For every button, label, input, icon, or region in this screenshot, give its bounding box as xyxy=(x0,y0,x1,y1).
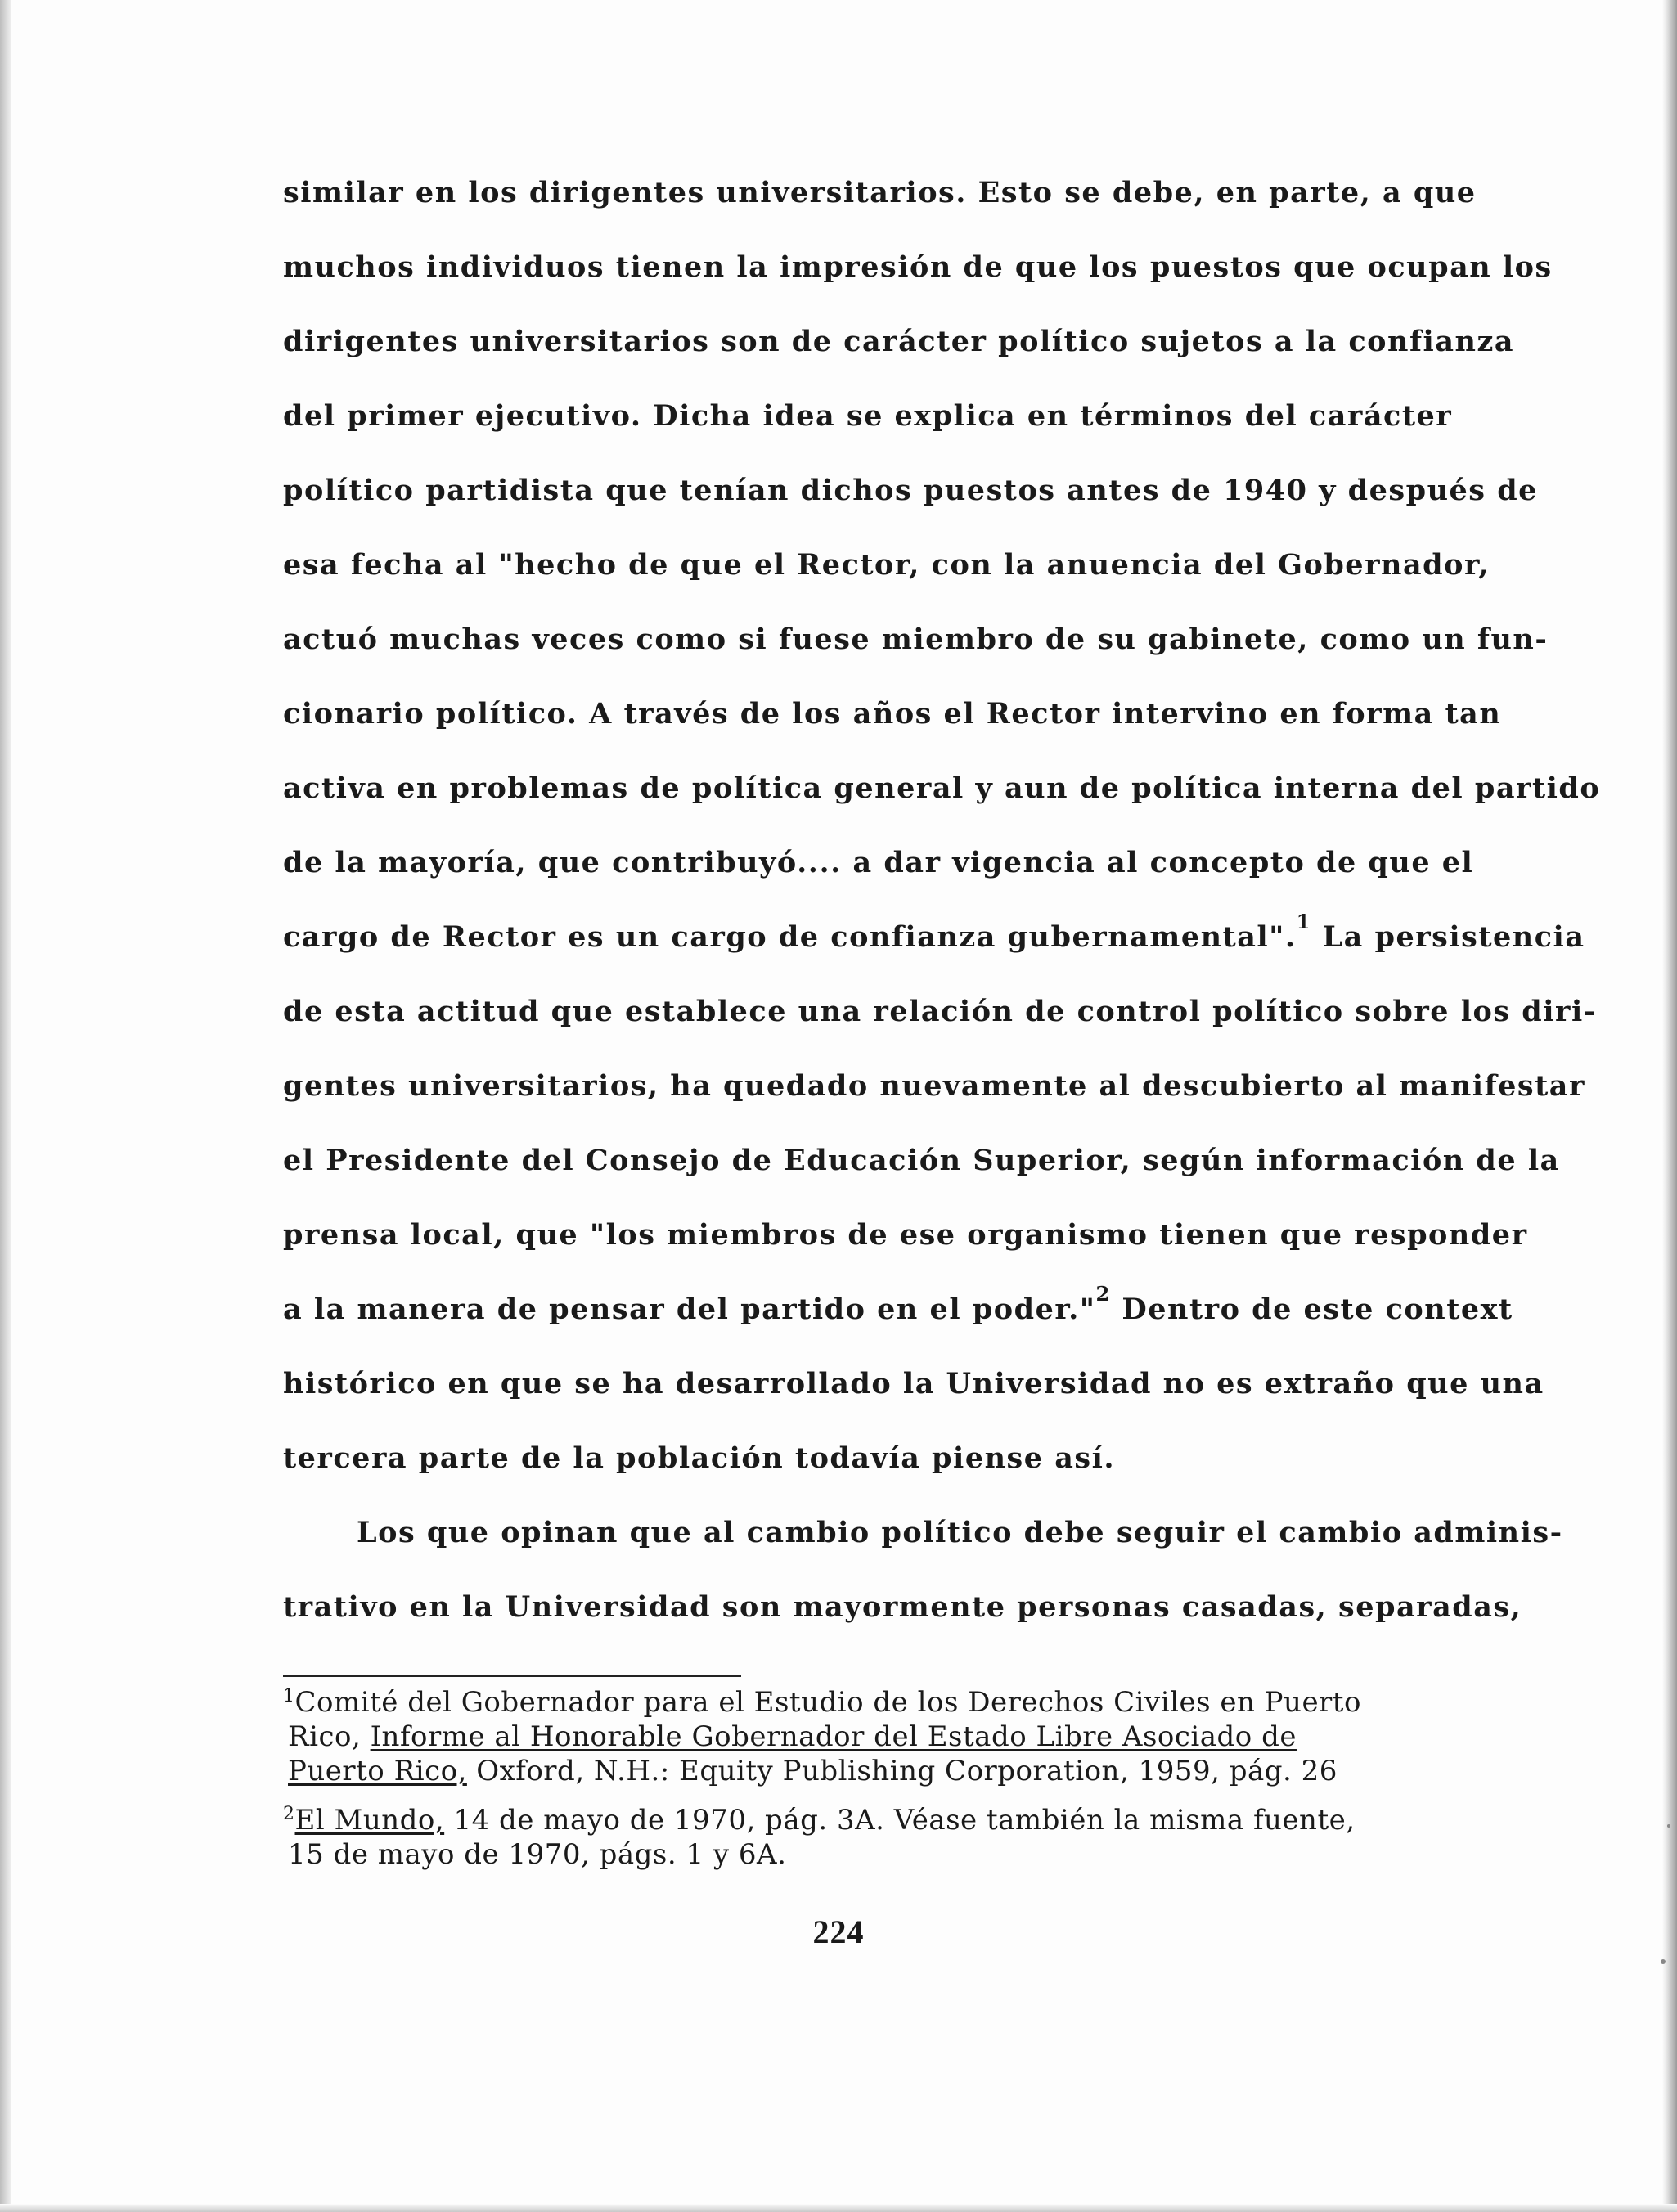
footnote-text: 14 de mayo de 1970, pág. 3A. Véase también la misma fuente, xyxy=(444,1804,1356,1837)
text-line: prensa local, que "los miembros de ese organismo tienen que responder xyxy=(283,1218,1528,1252)
text-line: esa fecha al "hecho de que el Rector, con la anuencia del Gobernador, xyxy=(283,548,1490,582)
footnote-text: Comité del Gobernador para el Estudio de los Derechos Civiles en Puerto xyxy=(294,1686,1361,1719)
text-line: trativo en la Universidad son mayormente personas casadas, separadas, xyxy=(283,1590,1522,1624)
footnote-line: 15 de mayo de 1970, págs. 1 y 6A. xyxy=(288,1838,787,1871)
footnote-title: El Mundo, xyxy=(294,1804,445,1837)
text-line: activa en problemas de política general y aun de política interna del partido xyxy=(283,771,1601,805)
text-line: de la mayoría, que contribuyó.... a dar vigencia al concepto de que el xyxy=(283,846,1474,879)
scan-speck xyxy=(1667,1824,1670,1828)
footnote-line xyxy=(283,1754,1576,1788)
text-line: histórico en que se ha desarrollado la Universidad no es extraño que una xyxy=(283,1367,1544,1400)
text-line: del primer ejecutivo. Dicha idea se explica en términos del carácter xyxy=(283,399,1453,433)
scan-edge-right xyxy=(1662,0,1677,2212)
text-line: gentes universitarios, ha quedado nuevamente al descubierto al manifestar xyxy=(283,1069,1585,1103)
page-number: 224 xyxy=(812,1913,865,1950)
text-segment: Dentro de este context xyxy=(1110,1293,1513,1326)
footnote-marker: 1 xyxy=(283,1686,295,1706)
footnote-text: Oxford, N.H.: Equity Publishing Corporation, 1959, pág. 26 xyxy=(466,1755,1338,1787)
footnote-2 xyxy=(283,1803,1576,1872)
paragraph-start-line: Los que opinan que al cambio político debe seguir el cambio adminis- xyxy=(357,1516,1563,1549)
text-line: dirigentes universitarios son de carácter político sujetos a la confianza xyxy=(283,325,1515,358)
text-line: el Presidente del Consejo de Educación Superior, según información de la xyxy=(283,1144,1560,1177)
footnote-marker: 2 xyxy=(283,1804,295,1824)
footnote-divider xyxy=(283,1675,741,1677)
footnote-line xyxy=(283,1720,1576,1754)
scan-edge-bottom xyxy=(0,2204,1677,2212)
text-line: cionario político. A través de los años el Rector intervino en forma tan xyxy=(283,697,1502,731)
footnote-title: Informe al Honorable Gobernador del Estado Libre Asociado de xyxy=(370,1720,1297,1753)
text-segment: La persistencia xyxy=(1311,920,1585,954)
footnote-ref-1: 1 xyxy=(1296,910,1311,933)
scan-speck xyxy=(1661,1959,1666,1964)
text-line: muchos individuos tienen la impresión de que los puestos que ocupan los xyxy=(283,250,1553,284)
footnote-line xyxy=(283,1803,1576,1837)
text-line: similar en los dirigentes universitarios. Esto se debe, en parte, a que xyxy=(283,176,1477,209)
text-segment: a la manera de pensar del partido en el poder." xyxy=(283,1293,1096,1326)
text-segment: cargo de Rector es un cargo de confianza gubernamental". xyxy=(283,920,1297,954)
text-line xyxy=(283,900,1585,974)
footnote-ref-2: 2 xyxy=(1095,1282,1111,1306)
footnote-line xyxy=(283,1685,1576,1720)
scan-edge-left xyxy=(0,0,11,2212)
text-line: tercera parte de la población todavía piense así. xyxy=(283,1441,1116,1475)
footnote-1 xyxy=(283,1685,1576,1788)
text-line: político partidista que tenían dichos puestos antes de 1940 y después de xyxy=(283,474,1538,507)
body-text xyxy=(283,155,1601,1644)
text-line: actuó muchas veces como si fuese miembro de su gabinete, como un fun- xyxy=(283,623,1549,656)
footnote-title: Puerto Rico, xyxy=(288,1755,467,1787)
text-line xyxy=(283,1272,1543,1347)
footnotes xyxy=(283,1685,1576,1886)
footnote-text: Rico, xyxy=(288,1720,371,1753)
text-line: de esta actitud que establece una relación de control político sobre los diri- xyxy=(283,995,1597,1028)
